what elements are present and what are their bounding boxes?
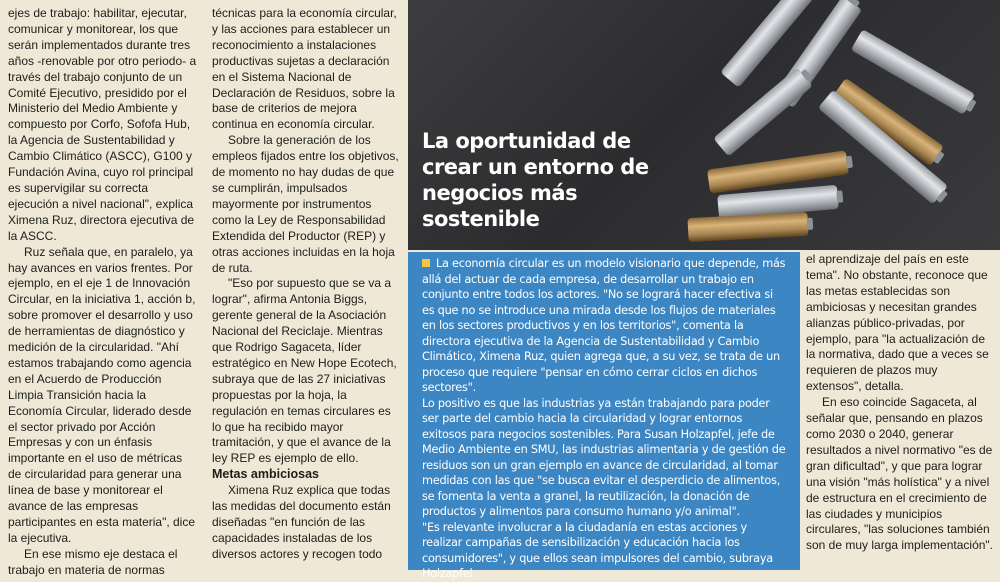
battery-shape — [713, 67, 813, 156]
column-1-paragraph-1: ejes de trabajo: habilitar, ejecutar, comunicar y monitorear, los que serán implementados durante tres años -renovable por otro periodo- a través del trabajo conjunto de un Comité Ejecutivo, presidido por el Ministerio del Medio Ambiente y compuesto por Corfo, Sofofa Hub, la Agencia de Sustentabilidad y Cambio Climático (ASCC), G100 y Fundación Avina, cuyo rol principal es supervigilar su correcta ejecución a nivel nacional", explica Ximena Ruz, directora ejecutiva de la ASCC. — [8, 6, 197, 243]
article-column-1 — [8, 6, 198, 579]
box-paragraph-3: "Es relevante involucrar a la ciudadanía en estas acciones y realizar campañas de sensibilización y educación hacia los consumidores", y que ellos sean impulsores del cambio, subraya Holzapfel. — [422, 520, 773, 580]
column-2-paragraph-1: técnicas para la economía circular, y las acciones para establecer un reconocimiento a instalaciones productivas sujetas a declaración en el Sistema Nacional de Declaración de Residuos, sobre la base de criterios de mejora continua en economía circular. — [212, 6, 397, 132]
column-4-paragraph-1: el aprendizaje del país en este tema". No obstante, reconoce que las metas establecidas son ambiciosas y necesitan grandes alianzas público-privadas, por ejemplo, para "la actualización de la normativa, dado que a veces se requieren de plazos muy extensos", detalla. — [806, 252, 989, 394]
column-1-paragraph-3: En ese mismo eje destaca el trabajo en materia de normas — [8, 546, 178, 577]
subheading-metas-ambiciosas: Metas ambiciosas — [212, 467, 319, 482]
hero-batteries-photo — [408, 0, 1000, 250]
column-2-paragraph-3: "Eso por supuesto que se va a lograr", afirma Antonia Biggs, gerente general de la Asociación Nacional del Reciclaje. Mientras que Rodrigo Sagaceta, líder estratégico en New Hope Ecotech, subraya que de las 27 iniciativas propuestas por la hoja, la regulación en temas circulares es lo que ha recibido mayor tramitación, y que el avance de la ley REP es ejemplo de ello. — [212, 276, 397, 466]
column-2-paragraph-2: Sobre la generación de los empleos fijados entre los objetivos, de momento no hay dudas de que se cumplirán, impulsados mayormente por instrumentos como la Ley de Responsabilidad Extendida del Productor (REP) y otras acciones incluidas en la hoja de ruta. — [212, 133, 399, 275]
article-column-4 — [806, 252, 996, 554]
article-column-2 — [212, 6, 400, 563]
box-paragraph-1: La economía circular es un modelo visionario que depende, más allá del actuar de cada empresa, de desarrollar un trabajo en conjunto entre todos los actores. "No se logrará hacer efectiva si es que no se introduce una mirada desde los flujos de materiales en los sectores productivos y en los territorios", comenta la directora ejecutiva de la Agencia de Sustentabilidad y Cambio Climático, Ximena Ruz, quien agrega que, a su vez, se trata de un proceso que requiere "pensar en cómo cerrar ciclos en dichos sectores". — [422, 257, 786, 394]
hero-title: La oportunidad de crear un entorno de negocios más sostenible — [422, 129, 649, 231]
battery-shape — [687, 212, 808, 242]
column-1-paragraph-2: Ruz señala que, en paralelo, ya hay avances en varios frentes. Por ejemplo, en el eje 1 de Innovación Circular, en la iniciativa 1, acción b, sobre promover el desarrollo y uso de herramientas de diagnóstico y medición de la circularidad. "Ahí estamos trabajando como agencia en el Acuerdo de Producción Limpia Transición hacia la Economía Circular, liderado desde el sector privado por Acción Empresas y con un énfasis importante en el uso de métricas de circularidad para generar una línea de base y monitorear el avance de las empresas participantes en esta materia", dice la ejecutiva. — [8, 244, 196, 545]
box-paragraph-2: Lo positivo es que las industrias ya están trabajando para poder ser parte del cambio hacia la circularidad y lograr entornos exitosos para negocios sostenibles. Para Susan Holzapfel, jefe de Medio Ambiente en SMU, las industrias alimentaria y de gestión de residuos son un gran ejemplo en avance de circularidad, al tomar medidas con las que "se busca evitar el desperdicio de alimentos, se fomenta la venta a granel, la reutilización, la donación de productos y alimentos para consumo humano y/o animal". — [422, 396, 786, 518]
column-4-paragraph-2: En eso coincide Sagaceta, al señalar que, pensando en plazos como 2030 o 2040, generar resultados a nivel normativo "es de gran dificultad", y que para lograr una visión "más holística" y a nivel de estructura en el crecimiento de las ciudades y municipios circulares, "las soluciones también son de muy larga implementación". — [806, 395, 994, 553]
square-bullet-icon — [422, 259, 430, 267]
column-2-paragraph-4: Ximena Ruz explica que todas las medidas del documento están diseñadas "en función de las capacidades instaladas de los diversos actores y recogen todo — [212, 483, 391, 561]
highlight-box — [408, 252, 800, 580]
